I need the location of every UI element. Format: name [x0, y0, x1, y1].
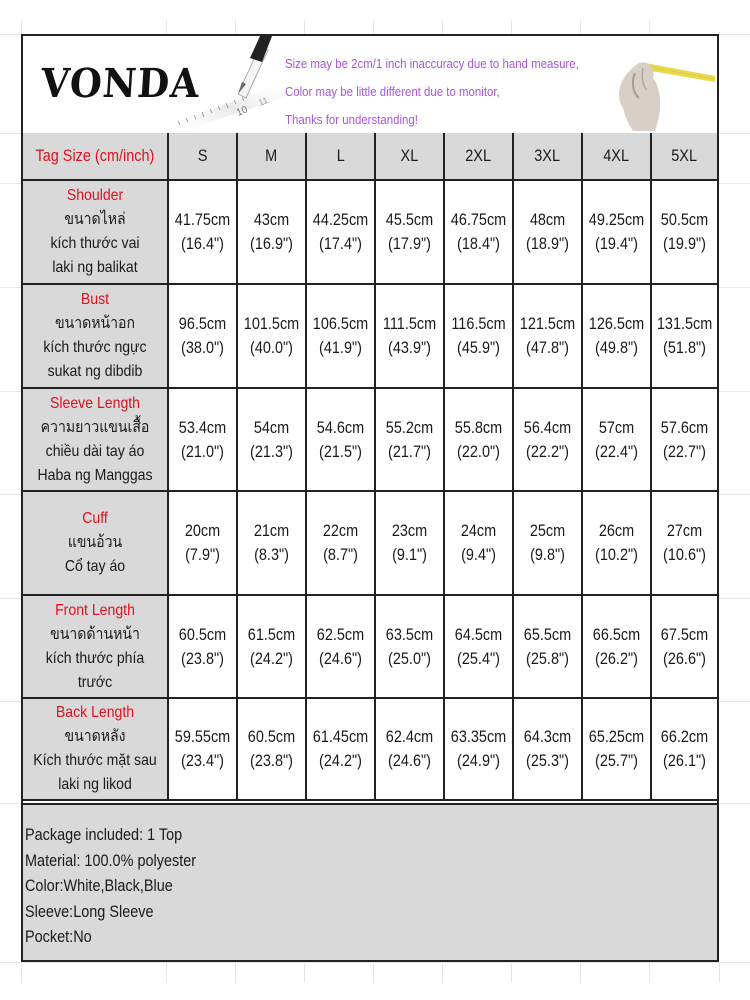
size-header-m: M: [237, 133, 306, 180]
cell-2xl: 55.8cm (22.0"): [444, 388, 513, 491]
cell-5xl: 67.5cm (26.6"): [651, 595, 717, 698]
cell-xl: 63.5cm (25.0"): [375, 595, 444, 698]
gridline: [580, 962, 581, 982]
pencil-ruler-icon: [138, 36, 308, 133]
measurement-row-cuff: [23, 491, 717, 595]
cell-3xl: 56.4cm (22.2"): [513, 388, 582, 491]
cell-4xl: 26cm (10.2"): [582, 491, 651, 595]
size-header-xl: XL: [375, 133, 444, 180]
cell-3xl: 25cm (9.8"): [513, 491, 582, 595]
cell-m: 60.5cm (23.8"): [237, 698, 306, 800]
cell-xl: 62.4cm (24.6"): [375, 698, 444, 800]
size-header-row: [23, 133, 717, 180]
cell-5xl: 66.2cm (26.1"): [651, 698, 717, 800]
cell-l: 106.5cm (41.9"): [306, 284, 375, 388]
cell-l: 61.45cm (24.2"): [306, 698, 375, 800]
measurement-notice: [285, 50, 615, 134]
gridline: [0, 962, 750, 963]
hand-measuring-tape-icon: [583, 38, 715, 131]
cell-xl: 111.5cm (43.9"): [375, 284, 444, 388]
notice-line: Color may be little different due to monitor,: [285, 84, 500, 99]
gridline: [373, 962, 374, 982]
cell-xl: 55.2cm (21.7"): [375, 388, 444, 491]
sleeve-info: Sleeve:Long Sleeve: [25, 901, 154, 921]
cell-s: 59.55cm (23.4"): [168, 698, 237, 800]
cell-3xl: 48cm (18.9"): [513, 180, 582, 284]
cell-5xl: 50.5cm (19.9"): [651, 180, 717, 284]
size-chart-sheet: [21, 34, 719, 962]
cell-2xl: 116.5cm (45.9"): [444, 284, 513, 388]
gridline: [719, 962, 720, 982]
gridline: [235, 20, 236, 34]
size-header-5xl: 5XL: [651, 133, 717, 180]
cell-m: 61.5cm (24.2"): [237, 595, 306, 698]
cell-3xl: 121.5cm (47.8"): [513, 284, 582, 388]
notice-line: Size may be 2cm/1 inch inaccuracy due to hand measure,: [285, 56, 579, 71]
cell-s: 96.5cm (38.0"): [168, 284, 237, 388]
cell-s: 20cm (7.9"): [168, 491, 237, 595]
package-info: Package included: 1 Top: [25, 825, 183, 844]
row-label: Back Length ขนาดหลัง Kích thước mặt sau laki ng likod: [23, 698, 168, 800]
color-info: Color:White,Black,Blue: [25, 876, 173, 895]
measurement-row-back-length: [23, 698, 717, 800]
cell-s: 53.4cm (21.0"): [168, 388, 237, 491]
cell-3xl: 64.3cm (25.3"): [513, 698, 582, 800]
size-header-s: S: [168, 133, 237, 180]
gridline: [235, 962, 236, 982]
gridline: [21, 20, 22, 34]
cell-4xl: 66.5cm (26.2"): [582, 595, 651, 698]
cell-5xl: 57.6cm (22.7"): [651, 388, 717, 491]
row-label: Bust ขนาดหน้าอก kích thước ngực sukat ng dibdib: [23, 284, 168, 388]
gridline: [580, 20, 581, 34]
measurement-row-front-length: [23, 595, 717, 698]
notice-line: Thanks for understanding!: [285, 112, 418, 127]
row-label: Front Length ขนาดด้านหน้า kích thước phía trước: [23, 595, 168, 698]
brand-banner: [23, 36, 717, 135]
row-label: Cuff แขนอ้วน Cổ tay áo: [23, 491, 168, 595]
size-header-4xl: 4XL: [582, 133, 651, 180]
cell-l: 62.5cm (24.6"): [306, 595, 375, 698]
row-label: Shoulder ขนาดไหล่ kích thước vai laki ng balikat: [23, 180, 168, 284]
cell-xl: 23cm (9.1"): [375, 491, 444, 595]
gridline: [304, 20, 305, 34]
cell-2xl: 24cm (9.4"): [444, 491, 513, 595]
cell-s: 60.5cm (23.8"): [168, 595, 237, 698]
gridline: [166, 20, 167, 34]
cell-4xl: 57cm (22.4"): [582, 388, 651, 491]
product-details: [23, 803, 717, 960]
cell-5xl: 131.5cm (51.8"): [651, 284, 717, 388]
cell-s: 41.75cm (16.4"): [168, 180, 237, 284]
size-header-l: L: [306, 133, 375, 180]
cell-4xl: 49.25cm (19.4"): [582, 180, 651, 284]
gridline: [21, 962, 22, 982]
gridline: [442, 962, 443, 982]
cell-2xl: 64.5cm (25.4"): [444, 595, 513, 698]
cell-2xl: 63.35cm (24.9"): [444, 698, 513, 800]
gridline: [373, 20, 374, 34]
gridline: [166, 962, 167, 982]
size-header-2xl: 2XL: [444, 133, 513, 180]
brand-logo: VONDA: [39, 60, 202, 107]
cell-l: 54.6cm (21.5"): [306, 388, 375, 491]
cell-m: 21cm (8.3"): [237, 491, 306, 595]
cell-2xl: 46.75cm (18.4"): [444, 180, 513, 284]
cell-m: 54cm (21.3"): [237, 388, 306, 491]
measurement-row-bust: [23, 284, 717, 388]
cell-m: 101.5cm (40.0"): [237, 284, 306, 388]
cell-l: 22cm (8.7"): [306, 491, 375, 595]
gridline: [511, 20, 512, 34]
gridline: [442, 20, 443, 34]
measurement-row-sleeve-length: [23, 388, 717, 491]
cell-xl: 45.5cm (17.9"): [375, 180, 444, 284]
cell-5xl: 27cm (10.6"): [651, 491, 717, 595]
cell-m: 43cm (16.9"): [237, 180, 306, 284]
gridline: [649, 962, 650, 982]
gridline: [511, 962, 512, 982]
pocket-info: Pocket:No: [25, 927, 92, 946]
cell-4xl: 65.25cm (25.7"): [582, 698, 651, 800]
cell-3xl: 65.5cm (25.8"): [513, 595, 582, 698]
row-label: Sleeve Length ความยาวแขนเสื้อ chiều dài tay áo Haba ng Manggas: [23, 388, 168, 491]
material-info: Material: 100.0% polyester: [25, 850, 197, 870]
gridline: [304, 962, 305, 982]
cell-l: 44.25cm (17.4"): [306, 180, 375, 284]
measurement-row-shoulder: [23, 180, 717, 284]
tag-size-header: Tag Size (cm/inch): [23, 133, 168, 180]
size-table: [23, 133, 717, 801]
svg-text:10: 10: [235, 104, 250, 119]
svg-text:11: 11: [257, 95, 270, 108]
size-header-3xl: 3XL: [513, 133, 582, 180]
cell-4xl: 126.5cm (49.8"): [582, 284, 651, 388]
gridline: [649, 20, 650, 34]
